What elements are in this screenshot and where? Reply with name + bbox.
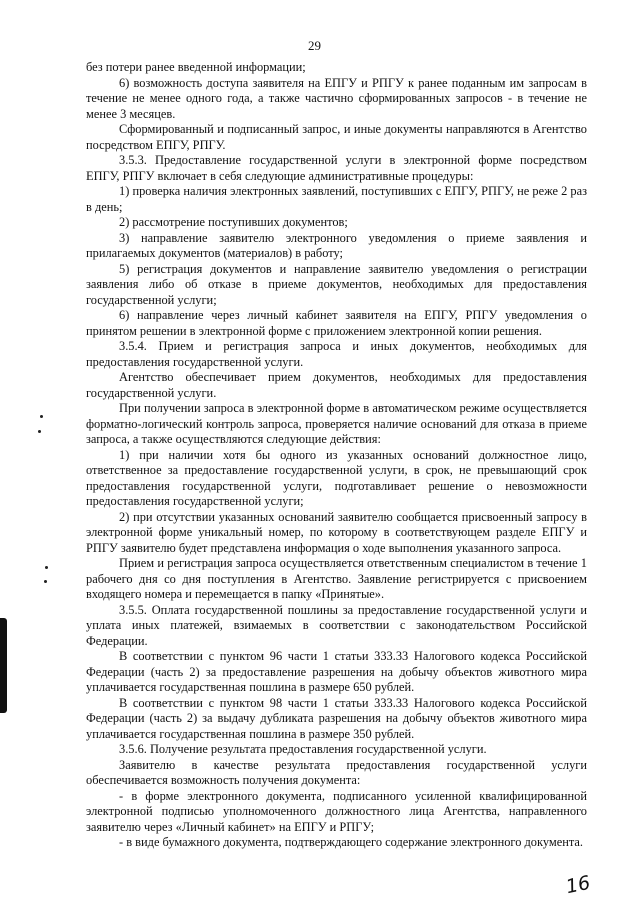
paragraph: Прием и регистрация запроса осуществляется ответственным специалистом в течение 1 рабочего дня со дня поступления в Агентство. Заявление регистрируется с присвоением входящего номера и перемещается в папку «Принятые». [86,556,587,601]
paragraph: Сформированный и подписанный запрос, и иные документы направляются в Агентство посредством ЕПГУ, РПГУ. [86,122,587,152]
scan-speck [40,415,43,418]
paragraph: без потери ранее введенной информации; [86,60,306,74]
paragraph: 3.5.6. Получение результата предоставления государственной услуги. [119,742,487,756]
paragraph: - в форме электронного документа, подписанного усиленной квалифицированной электронной подписью уполномоченного должностного лица Агентства, направленного заявителю через «Личный кабинет» на ЕПГУ и РПГУ; [86,788,587,834]
paragraph: 6) направление через личный кабинет заявителя на ЕПГУ, РПГУ уведомления о принятом решении в электронной форме с приложением электронной копии решения. [86,308,587,338]
paragraph: 2) рассмотрение поступивших документов; [119,215,348,229]
paragraph: Заявителю в качестве результата предоставления государственной услуги обеспечивается возможность получения документа: [86,757,587,787]
paragraph: 5) регистрация документов и направление заявителю уведомления о регистрации заявления либо об отказе в приеме документов, необходимых для предоставления государственной услуги; [86,261,587,307]
scan-edge-mark [0,618,7,713]
paragraph: 1) при наличии хотя бы одного из указанных оснований должностное лицо, ответственное за предоставление государственной услуги, в срок, не превышающий срок предоставления государственной услуги, подготавливает решение о невозможности предоставления государственной услуги; [86,447,587,508]
paragraph: 3) направление заявителю электронного уведомления о приеме заявления и прилагаемых документов (материалов) в работу; [86,230,587,260]
scan-speck [45,566,48,569]
paragraph: 2) при отсутствии указанных оснований заявителю сообщается присвоенный запросу в электронной форме уникальный номер, по которому в соответствующем разделе ЕПГУ и РПГУ заявителю будет представлена информация о ходе выполнения указанного запроса. [86,509,587,555]
page-number: 29 [308,38,321,53]
paragraph: 3.5.3. Предоставление государственной услуги в электронной форме посредством ЕПГУ, РПГУ включает в себя следующие административные процедуры: [86,153,587,183]
paragraph: - в виде бумажного документа, подтверждающего содержание электронного документа. [119,835,584,849]
scan-speck [38,430,41,433]
paragraph: 3.5.5. Оплата государственной пошлины за предоставление государственной услуги и уплата иных платежей, взимаемых в соответствии с законодательством Российской Федерации. [86,602,587,648]
paragraph: 1) проверка наличия электронных заявлений, поступивших с ЕПГУ, РПГУ, не реже 2 раз в день; [86,184,587,214]
paragraph: В соответствии с пунктом 98 части 1 статьи 333.33 Налогового кодекса Российской Федерации (часть 2) за выдачу дубликата разрешения на добычу объектов животного мира уплачивается государственная пошлина в размере 350 рублей. [86,695,587,741]
paragraph: При получении запроса в электронной форме в автоматическом режиме осуществляется форматно-логический контроль запроса, проверяется наличие оснований для отказа в приеме запроса, а также осуществляются следующие действия: [86,401,587,446]
scan-speck [44,580,47,583]
paragraph: Агентство обеспечивает прием документов, необходимых для предоставления государственной услуги. [86,370,587,400]
handwritten-page-number: 16 [563,871,593,899]
paragraph: В соответствии с пунктом 96 части 1 статьи 333.33 Налогового кодекса Российской Федерации (часть 2) за предоставление разрешения на добычу объектов животного мира уплачивается государственная пошлина в размере 650 рублей. [86,649,587,694]
paragraph: 6) возможность доступа заявителя на ЕПГУ и РПГУ к ранее поданным им запросам в течение не менее одного года, а также частично сформированных запросов - в течение не менее 3 месяцев. [86,75,587,121]
document-body [86,60,587,851]
paragraph: 3.5.4. Прием и регистрация запроса и иных документов, необходимых для предоставления государственной услуги. [86,339,587,369]
